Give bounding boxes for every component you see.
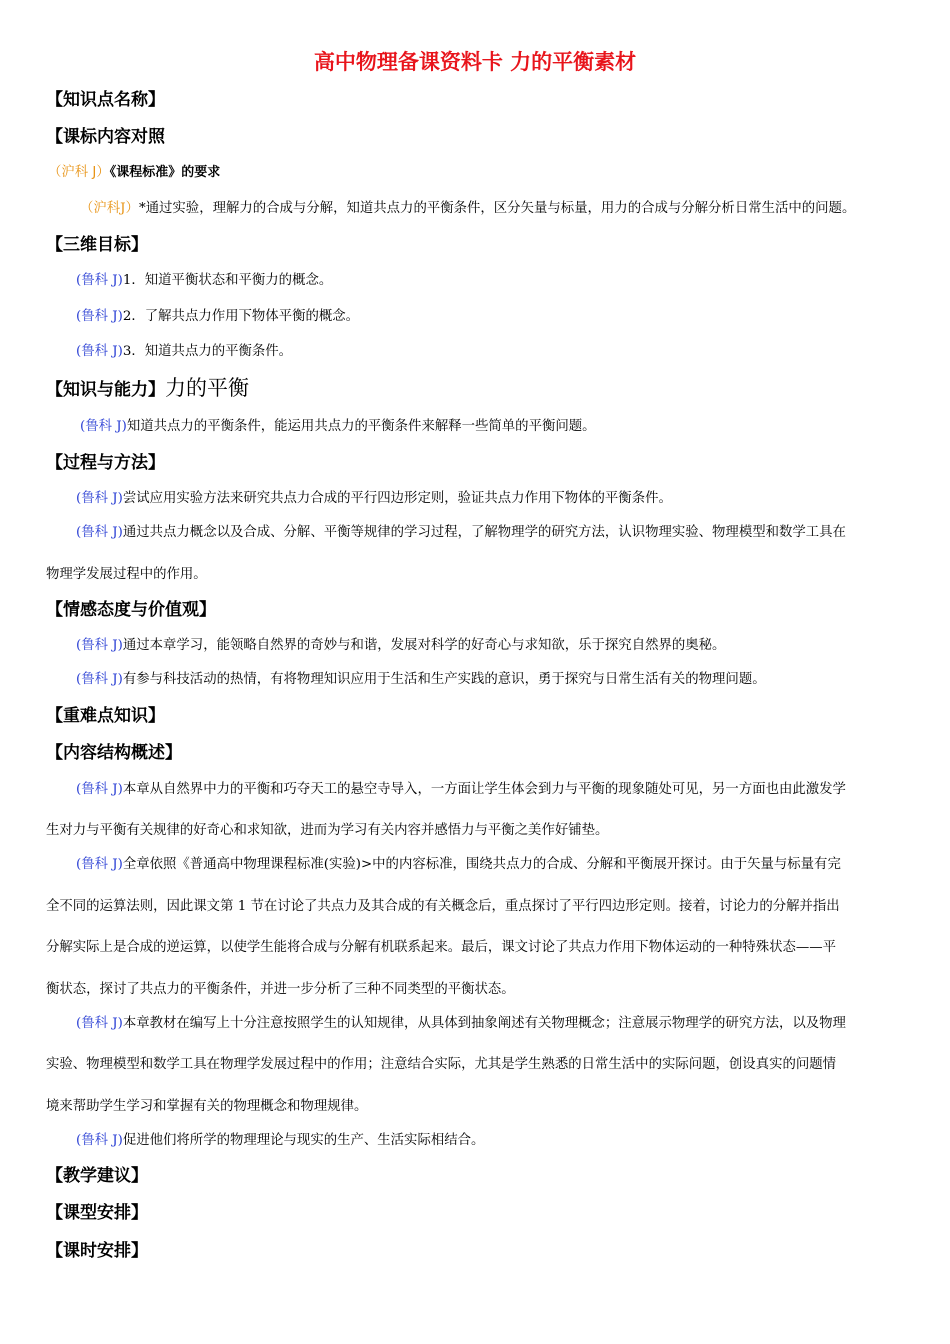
tag-huke: （沪科 J） — [48, 165, 110, 180]
process-method-row — [76, 488, 672, 510]
goal-item — [76, 306, 359, 328]
tag-luke: (鲁科 J) — [76, 672, 123, 687]
process-method-row — [76, 522, 846, 544]
emotion-value-row — [76, 669, 766, 691]
heading-curriculum: 【课标内容对照 — [46, 127, 165, 147]
tag-luke: (鲁科 J) — [76, 638, 123, 653]
tag-luke: (鲁科 J) — [76, 857, 123, 872]
heading-knowledge-name: 【知识点名称】 — [46, 90, 165, 110]
heading-knowledge-ability-topic: 力的平衡 — [165, 376, 249, 400]
structure-row — [76, 1130, 484, 1152]
structure-row — [76, 1013, 846, 1035]
curriculum-standard-text-row — [80, 198, 855, 220]
structure-text-cont: 全不同的运算法则，因此课文第 1 节在讨论了共点力及其合成的有关概念后，重点探讨了平行四边形定则。接着，讨论力的分解并指出 — [46, 899, 840, 914]
tag-luke: (鲁科 J) — [76, 273, 123, 288]
tag-luke: (鲁科 J) — [76, 309, 123, 324]
goal-item — [76, 341, 292, 363]
knowledge-ability-text: 知道共点力的平衡条件，能运用共点力的平衡条件来解释一些简单的平衡问题。 — [126, 419, 596, 434]
tag-luke: (鲁科 J) — [76, 344, 123, 359]
goal-text: 2．了解共点力作用下物体平衡的概念。 — [122, 309, 360, 324]
structure-text: 本章教材在编写上十分注意按照学生的认知规律，从具体到抽象阐述有关物理概念；注意展示物理学的研究方法，以及物理 — [122, 1016, 846, 1031]
goal-text: 3．知道共点力的平衡条件。 — [122, 344, 293, 359]
heading-knowledge-ability-label: 【知识与能力】 — [46, 380, 165, 400]
structure-text: 促进他们将所学的物理理论与现实的生产、生活实际相结合。 — [122, 1133, 485, 1148]
structure-row — [76, 779, 846, 801]
tag-huke: （沪科J） — [80, 201, 139, 216]
heading-emotion-value: 【情感态度与价值观】 — [46, 600, 216, 620]
knowledge-ability-row — [80, 416, 596, 438]
structure-text-cont: 衡状态，探讨了共点力的平衡条件，并进一步分析了三种不同类型的平衡状态。 — [46, 982, 515, 997]
heading-knowledge-ability — [46, 374, 249, 404]
heading-teaching-suggestion: 【教学建议】 — [46, 1166, 148, 1186]
tag-luke: (鲁科 J) — [76, 782, 123, 797]
structure-text: 全章依照《普通高中物理课程标准(实验)>中的内容标准，围绕共点力的合成、分解和平衡展开探讨。由于矢量与标量有完 — [122, 857, 841, 872]
structure-text-cont: 实验、物理模型和数学工具在物理学发展过程中的作用；注意结合实际，尤其是学生熟悉的日常生活中的实际问题，创设真实的问题情 — [46, 1057, 837, 1072]
process-method-text-cont: 物理学发展过程中的作用。 — [46, 567, 207, 582]
structure-text-cont: 境来帮助学生学习和掌握有关的物理概念和物理规律。 — [46, 1099, 368, 1114]
structure-text-cont: 生对力与平衡有关规律的好奇心和求知欲，进而为学习有关内容并感悟力与平衡之美作好铺垫。 — [46, 823, 609, 838]
emotion-value-text: 通过本章学习，能领略自然界的奇妙与和谐，发展对科学的好奇心与求知欲，乐于探究自然界的奥秘。 — [122, 638, 726, 653]
tag-luke: (鲁科 J) — [76, 1016, 123, 1031]
goal-item — [76, 270, 332, 292]
heading-process-method: 【过程与方法】 — [46, 453, 165, 473]
tag-luke: (鲁科 J) — [80, 419, 127, 434]
emotion-value-row — [76, 635, 725, 657]
heading-lesson-type: 【课型安排】 — [46, 1203, 148, 1223]
curriculum-standard-text: *通过实验，理解力的合成与分解，知道共点力的平衡条件，区分矢量与标量，用力的合成与分解分析日常生活中的问题。 — [138, 201, 856, 216]
heading-class-hours: 【课时安排】 — [46, 1241, 148, 1261]
emotion-value-text: 有参与科技活动的热情，有将物理知识应用于生活和生产实践的意识，勇于探究与日常生活有关的物理问题。 — [122, 672, 766, 687]
heading-structure-overview: 【内容结构概述】 — [46, 743, 182, 763]
process-method-text: 通过共点力概念以及合成、分解、平衡等规律的学习过程，了解物理学的研究方法，认识物理实验、物理模型和数学工具在 — [122, 525, 846, 540]
heading-three-goals: 【三维目标】 — [46, 235, 148, 255]
structure-text-cont: 分解实际上是合成的逆运算，以使学生能将合成与分解有机联系起来。最后，课文讨论了共点力作用下物体运动的一种特殊状态——平 — [46, 940, 837, 955]
structure-row — [76, 854, 841, 876]
tag-luke: (鲁科 J) — [76, 1133, 123, 1148]
curriculum-standard-label: 《课程标准》的要求 — [109, 165, 221, 180]
heading-key-points: 【重难点知识】 — [46, 706, 165, 726]
process-method-text: 尝试应用实验方法来研究共点力合成的平行四边形定则，验证共点力作用下物体的平衡条件。 — [122, 491, 672, 506]
tag-luke: (鲁科 J) — [76, 491, 123, 506]
goal-text: 1．知道平衡状态和平衡力的概念。 — [122, 273, 333, 288]
tag-luke: (鲁科 J) — [76, 525, 123, 540]
structure-text: 本章从自然界中力的平衡和巧夺天工的悬空寺导入，一方面让学生体会到力与平衡的现象随处可见，另一方面也由此激发学 — [122, 782, 846, 797]
page-title: 高中物理备课资料卡 力的平衡素材 — [313, 50, 637, 74]
curriculum-standard-row — [48, 162, 220, 184]
